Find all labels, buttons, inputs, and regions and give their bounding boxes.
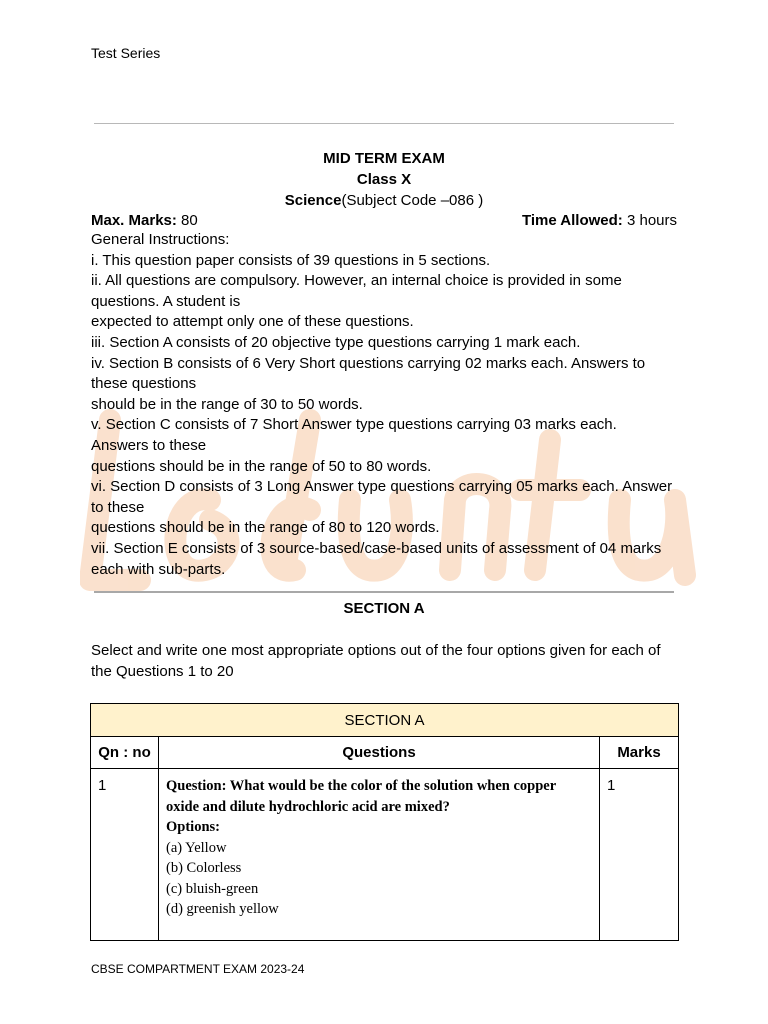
- option-item: (b) Colorless: [166, 860, 242, 876]
- options-label: Options:: [166, 819, 220, 835]
- instruction-line: questions. A student is: [91, 292, 241, 310]
- instruction-line: iv. Section B consists of 6 Very Short questions carrying 02 marks each. Answers to: [91, 354, 646, 372]
- time-allowed: [522, 210, 677, 231]
- table-header-row: [91, 737, 679, 769]
- question-text-line: Question: What would be the color of the solution when copper: [166, 778, 557, 794]
- time-allowed-label: Time Allowed:: [521, 212, 623, 229]
- exam-title: MID TERM EXAM: [323, 150, 445, 167]
- question-marks: 1: [600, 769, 679, 941]
- instruction-line: to these: [91, 498, 145, 516]
- instruction-line: General Instructions:: [91, 231, 230, 248]
- table-section-row: [91, 704, 679, 737]
- instruction-line: v. Section C consists of 7 Short Answer type questions carrying 03 marks each.: [91, 416, 617, 434]
- column-header-qn: Qn : no: [91, 737, 159, 769]
- general-instructions: [91, 230, 677, 580]
- instruction-line: questions should be in the range of 50 to 80 words.: [91, 457, 432, 475]
- time-allowed-value: 3 hours: [622, 212, 677, 229]
- option-item: (a) Yellow: [166, 839, 227, 856]
- footer-label: CBSE COMPARTMENT EXAM 2023-24: [91, 962, 305, 976]
- instruction-line: questions should be in the range of 80 to 120 words.: [91, 519, 440, 537]
- section-instructions: Select and write one most appropriate options out of the four options given for each of the Questions 1 to 20: [91, 642, 661, 680]
- title-block: [91, 148, 677, 211]
- instruction-line: i. This question paper consists of 39 questions in 5 sections.: [91, 251, 491, 269]
- subject-code: (Subject Code –086 ): [341, 192, 484, 209]
- instruction-line: ii. All questions are compulsory. However, an internal choice is provided in some: [91, 272, 622, 290]
- instruction-line: expected to attempt only one of these questions.: [91, 313, 414, 331]
- column-header-marks: Marks: [600, 737, 679, 769]
- question-text-line: oxide and dilute hydrochloric acid are mixed?: [166, 798, 450, 815]
- max-marks-value: 80: [176, 212, 198, 229]
- table-section-label: SECTION A: [91, 704, 679, 737]
- option-item: (d) greenish yellow: [166, 901, 279, 917]
- top-divider: [94, 123, 674, 124]
- instruction-line: these questions: [91, 375, 197, 393]
- subject-line: [91, 190, 677, 211]
- instruction-line: vi. Section D consists of 3 Long Answer type questions carrying 05 marks each. Answer: [91, 478, 673, 496]
- max-marks-label: Max. Marks:: [91, 212, 177, 229]
- max-marks: [91, 210, 198, 231]
- header-label: Test Series: [91, 45, 161, 61]
- section-heading: SECTION A: [343, 600, 425, 617]
- question-number: 1: [91, 769, 159, 941]
- section-divider: [94, 591, 674, 593]
- question-table: [90, 703, 679, 941]
- class-title: Class X: [356, 171, 412, 188]
- instruction-line: vii. Section E consists of 3 source-based/case-based units of assessment of 04 marks: [91, 539, 662, 557]
- instruction-line: should be in the range of 30 to 50 words.: [91, 395, 363, 413]
- question-cell: [159, 769, 600, 941]
- instruction-line: each with sub-parts.: [91, 560, 226, 578]
- subject-name: Science: [284, 192, 342, 209]
- marks-row: [91, 210, 677, 231]
- column-header-questions: Questions: [159, 737, 600, 769]
- instruction-line: iii. Section A consists of 20 objective type questions carrying 1 mark each.: [91, 333, 581, 351]
- option-item: (c) bluish-green: [166, 880, 259, 897]
- table-row: [91, 769, 679, 941]
- instruction-line: Answers to these: [91, 436, 207, 454]
